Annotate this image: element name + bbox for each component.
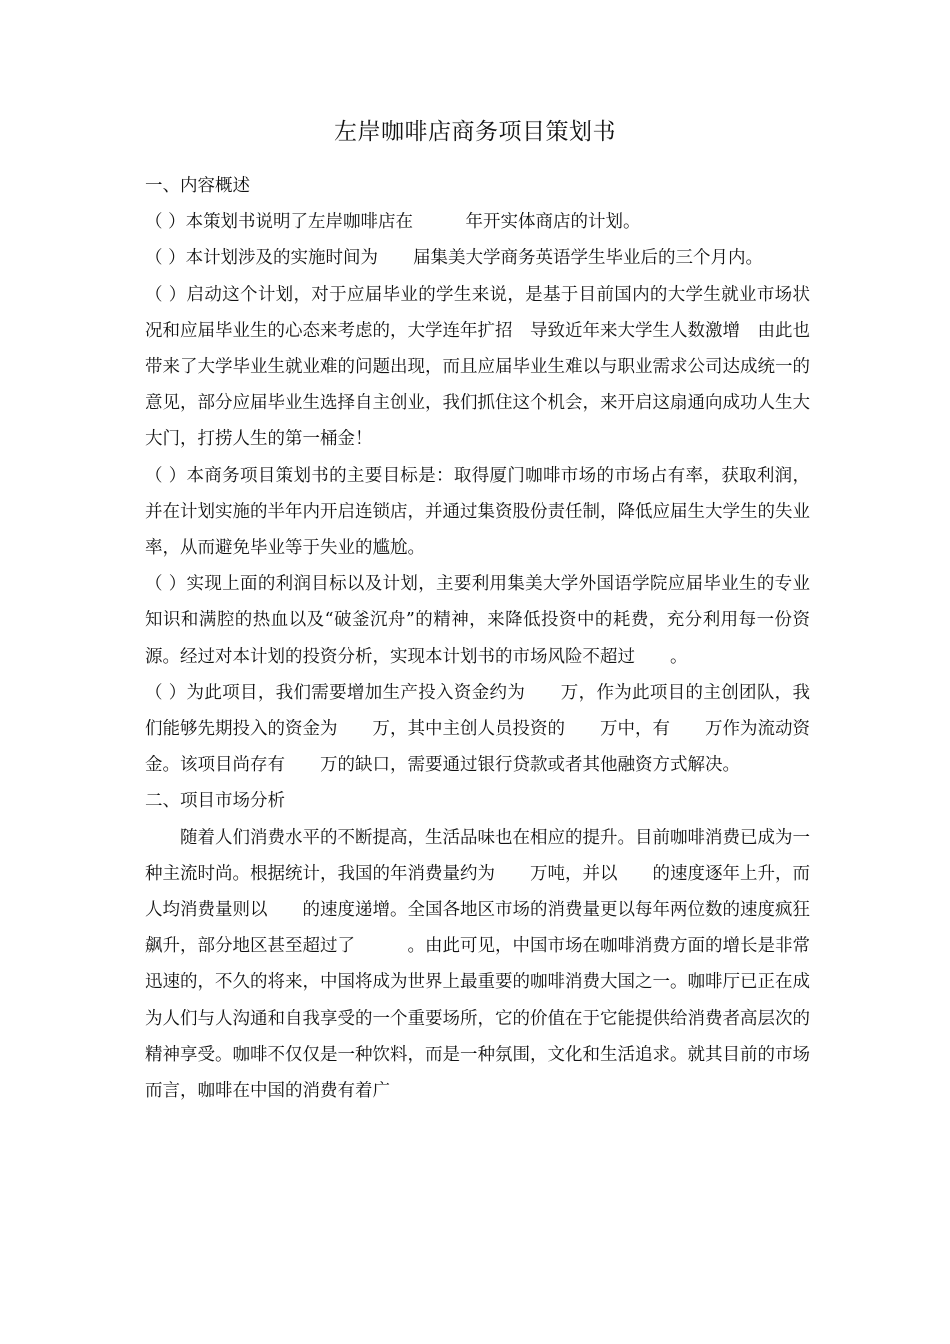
document-title: 左岸咖啡店商务项目策划书 [334,119,616,145]
paragraph-4: （ ）本商务项目策划书的主要目标是：取得厦门咖啡市场的市场占有率，获取利润，并在计划实施的半年内开启连锁店，并通过集资股份责任制，降低应届生大学生的失业率，从而避免毕业等于失业的尴尬。 [145,465,810,559]
paragraph-5: （ ）实现上面的利润目标以及计划，主要利用集美大学外国语学院应届毕业生的专业知识和满腔的热血以及“破釜沉舟”的精神，来降低投资中的耗费，充分利用每一份资源。经过对本计划的投资分析，实现本计划书的市场风险不超过 。 [145,574,810,667]
section-heading-overview: 一、内容概述 [145,176,250,196]
paragraph-3: （ ）启动这个计划，对于应届毕业的学生来说，是基于目前国内的大学生就业市场状况和应届毕业生的心态来考虑的，大学连年扩招 导致近年来大学生人数激增 由此也带来了大学毕业生就业难的问题出现，而且应届毕业生难以与职业需求公司达成统一的意见，部分应届毕业生选择自主创业，我们抓住这个机会，来开启这扇通向成功人生大大门，打捞人生的第一桶金！ [145,284,810,450]
paragraph-6: （ ）为此项目，我们需要增加生产投入资金约为 万，作为此项目的主创团队，我们能够先期投入的资金为 万，其中主创人员投资的 万中，有 万作为流动资金。该项目尚存有 万的缺口，需要通过银行贷款或者其他融资方式解决。 [145,682,810,776]
paragraph-market-analysis: 随着人们消费水平的不断提高，生活品味也在相应的提升。目前咖啡消费已成为一种主流时尚。根据统计，我国的年消费量约为 万吨，并以 的速度逐年上升，而人均消费量则以 的速度递增。全国各地区市场的消费量更以每年两位数的速度疯狂飙升，部分地区甚至超过了 。由此可见，中国市场在咖啡消费方面的增长是非常迅速的，不久的将来，中国将成为世界上最重要的咖啡消费大国之一。咖啡厅已正在成为人们与人沟通和自我享受的一个重要场所，它的价值在于它能提供给消费者高层次的精神享受。咖啡不仅仅是一种饮料，而是一种氛围，文化和生活追求。就其目前的市场而言，咖啡在中国的消费有着广 [145,827,810,1102]
document-body [145,168,810,1109]
paragraph-1: （ ）本策划书说明了左岸咖啡店在 年开实体商店的计划。 [145,212,641,233]
section-heading-market-analysis: 二、项目市场分析 [145,791,285,812]
paragraph-2: （ ）本计划涉及的实施时间为 届集美大学商务英语学生毕业后的三个月内。 [145,248,764,269]
